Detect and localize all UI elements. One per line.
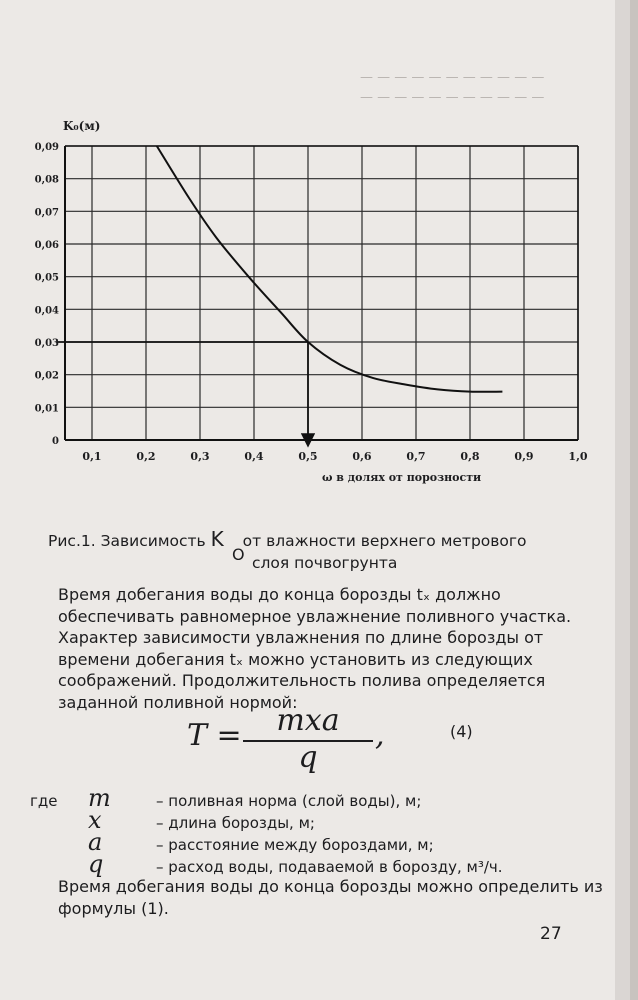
x-tick-label: 0,2 [136, 450, 156, 463]
caption-subscript: O [232, 545, 245, 564]
series-line-k0 [157, 146, 503, 392]
moisture-chart [0, 118, 638, 493]
y-tick-label: 0,05 [34, 272, 59, 284]
x-tick-label: 0,7 [406, 450, 426, 463]
variable-description: – расстояние между бороздами, м; [156, 836, 434, 854]
x-tick-label: 0,6 [352, 450, 372, 463]
page-number: 27 [540, 924, 562, 944]
chart-series [157, 146, 503, 392]
variable-symbol: q [88, 850, 104, 878]
y-axis-label: K₀(м) [63, 119, 101, 133]
y-tick-label: 0,09 [34, 142, 59, 153]
bleed-through-decoration: — — — — — — — — — — — [360, 90, 545, 105]
y-tick-label: 0,02 [34, 370, 59, 382]
y-tick-label: 0,07 [34, 207, 59, 219]
chart-grid [65, 146, 578, 440]
y-tick-label: 0,01 [34, 403, 59, 415]
bleed-through-decoration: — — — — — — — — — — — [360, 70, 545, 85]
x-tick-label: 0,4 [244, 450, 264, 463]
y-tick-label: 0,03 [34, 338, 59, 349]
chart-tick-labels [35, 142, 588, 463]
caption-prefix: Рис.1. Зависимость [48, 532, 211, 550]
formula-denominator: q [298, 740, 318, 775]
variable-description: – поливная норма (слой воды), м; [156, 792, 422, 810]
variable-symbol: m [88, 784, 111, 812]
caption-suffix: от влажности верхнего метрового [237, 532, 527, 550]
y-tick-label: 0,06 [34, 240, 59, 251]
formula-numerator: mxa [243, 704, 373, 742]
caption-symbol: K [210, 527, 224, 551]
y-tick-label: 0,08 [34, 174, 59, 186]
x-tick-label: 0,3 [190, 450, 210, 463]
y-tick-label: 0,04 [34, 305, 59, 317]
formula-lhs: T = [187, 718, 242, 753]
chart-axes [65, 146, 578, 440]
where-word: где [30, 792, 58, 810]
variable-description: – длина борозды, м; [156, 814, 315, 832]
chart-markers [57, 342, 308, 444]
variable-symbol: x [88, 806, 102, 834]
paragraph-2: Время добегания воды до конца борозды можно определить из формулы (1). [58, 877, 603, 918]
x-tick-label: 1,0 [568, 450, 588, 463]
paragraph-1: Время добегания воды до конца борозды tₓ должно обеспечивать равномерное увлажнение поливного участка. Характер зависимости увлажнения по длине борозды от времени добегания tₓ можно установить из следующих соображений. Продолжительность полива определяется заданной поливной нормой: [58, 585, 572, 712]
x-axis-label: ω в долях от порозности [322, 471, 482, 484]
x-tick-label: 0,1 [82, 450, 102, 463]
y-tick-label: 0 [52, 436, 59, 447]
variable-symbol: a [88, 828, 103, 856]
x-tick-label: 0,8 [460, 450, 480, 463]
formula-trailing: , [375, 718, 385, 753]
variable-description: – расход воды, подаваемой в борозду, м³/ч. [156, 858, 503, 876]
x-tick-label: 0,9 [514, 450, 534, 463]
equation-number: (4) [450, 722, 473, 741]
x-tick-label: 0,5 [298, 450, 318, 463]
formula-fraction [243, 704, 373, 774]
figure-caption-line2: слоя почвогрунта [252, 554, 398, 572]
